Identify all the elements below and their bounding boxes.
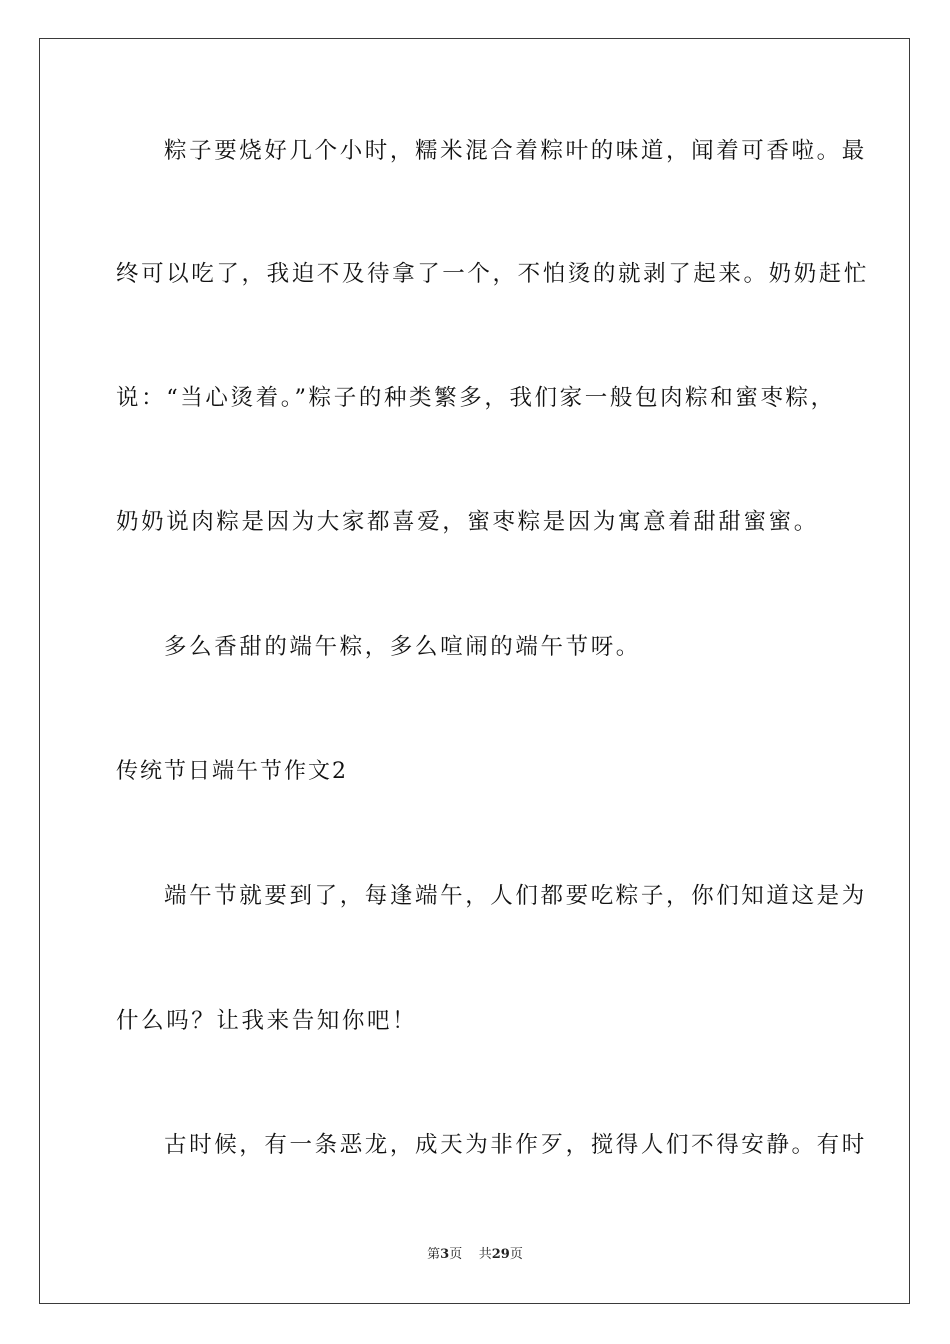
section-heading: 传统节日端午节作文2 xyxy=(116,759,348,784)
page-footer xyxy=(0,1246,950,1264)
total-suffix: 页 xyxy=(509,1247,523,1262)
paragraph-line: 端午节就要到了，每逢端午，人们都要吃粽子，你们知道这是为 xyxy=(164,883,867,909)
paragraph-line: 古时候，有一条恶龙，成天为非作歹，搅得人们不得安静。有时 xyxy=(164,1132,867,1158)
paragraph-line: 奶奶说肉粽是因为大家都喜爱，蜜枣粽是因为寓意着甜甜蜜蜜。 xyxy=(116,509,819,535)
paragraph-line: 多么香甜的端午粽，多么喧闹的端午节呀。 xyxy=(164,634,641,660)
paragraph-line: 什么吗？让我来告知你吧！ xyxy=(116,1008,418,1034)
page-border xyxy=(39,38,910,1304)
paragraph-line: 说：“当心烫着。”粽子的种类繁多，我们家一般包肉粽和蜜枣粽， xyxy=(116,385,836,411)
paragraph-line: 终可以吃了，我迫不及待拿了一个，不怕烫的就剥了起来。奶奶赶忙 xyxy=(116,261,870,287)
page-number: 3 xyxy=(440,1247,450,1262)
page-suffix: 页 xyxy=(449,1247,463,1262)
paragraph-line: 粽子要烧好几个小时，糯米混合着粽叶的味道，闻着可香啦。最 xyxy=(164,138,867,164)
total-prefix: 共 xyxy=(478,1247,492,1262)
total-pages: 29 xyxy=(491,1247,510,1262)
page-prefix: 第 xyxy=(427,1247,441,1262)
